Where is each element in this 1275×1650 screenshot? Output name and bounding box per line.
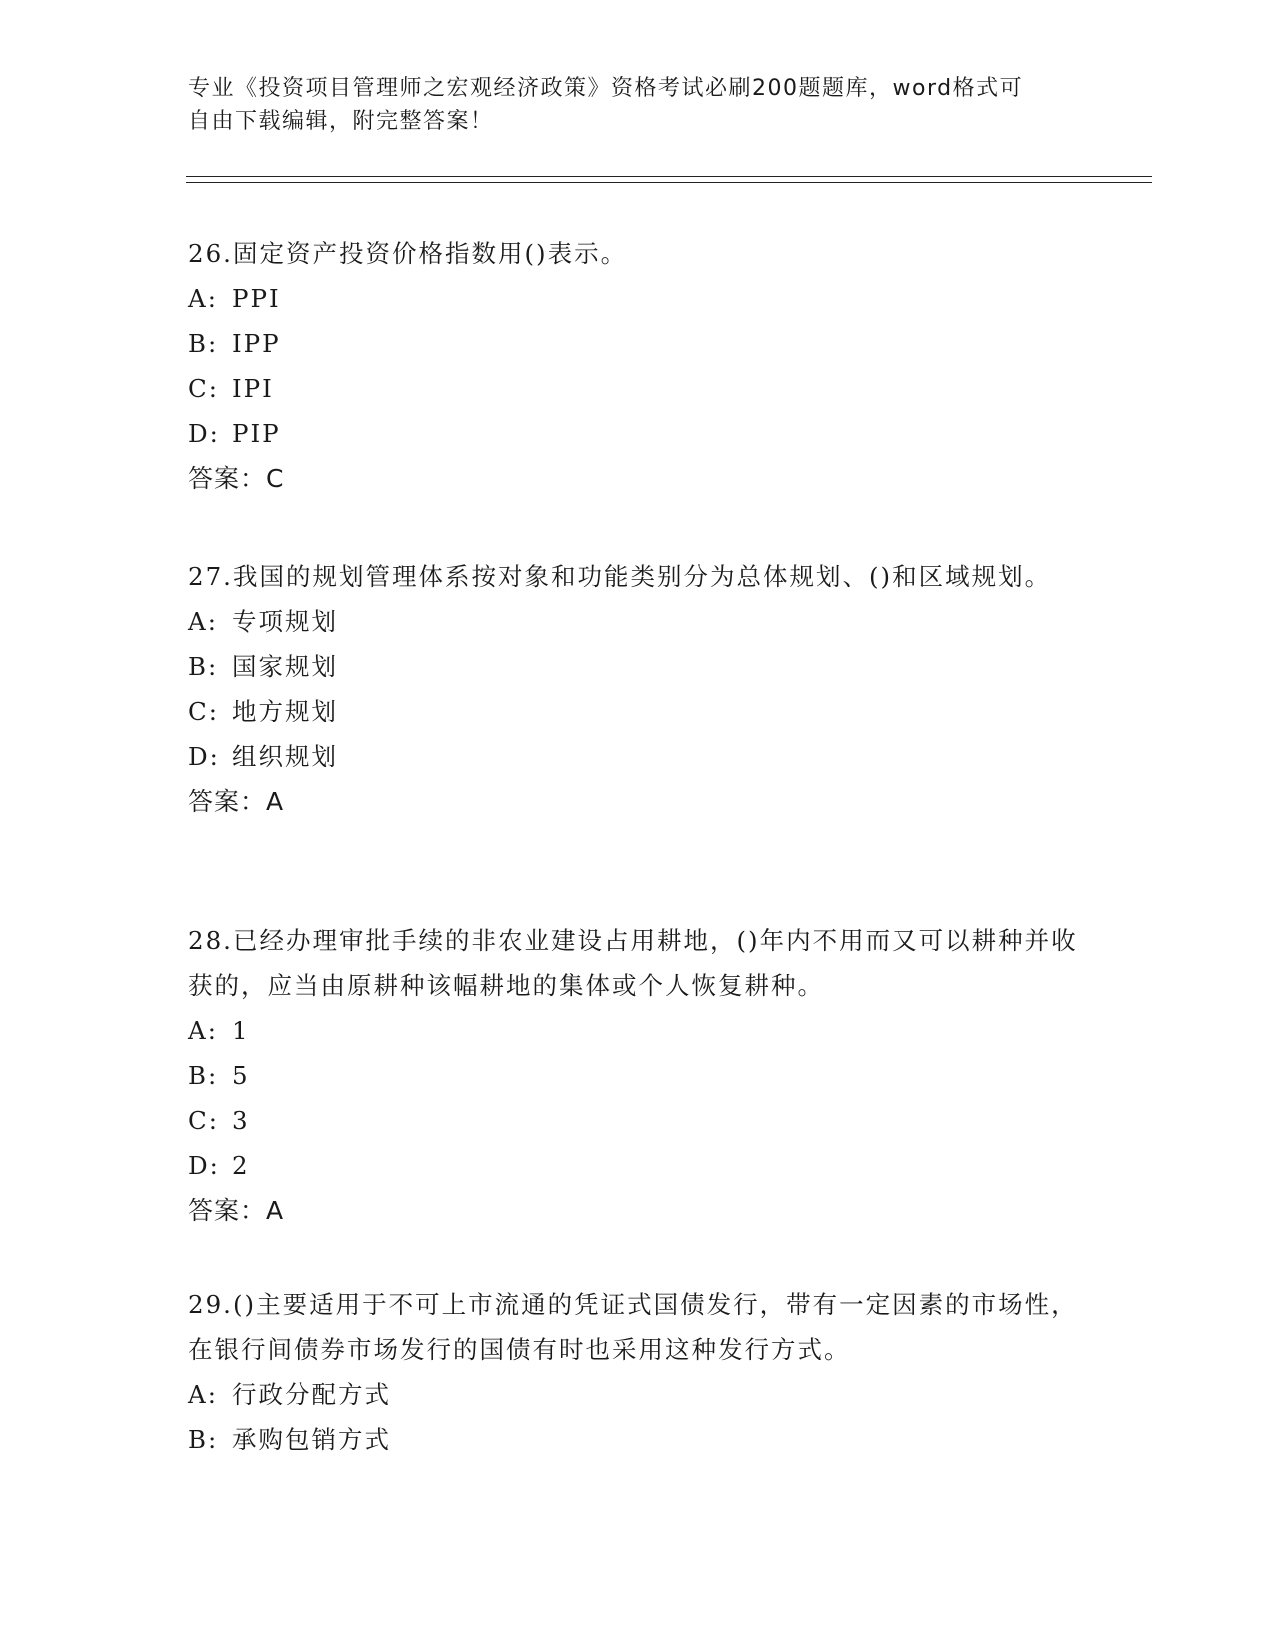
option-key: D: [188,742,220,771]
option-a [188,599,1078,644]
option-key: C: [188,374,220,403]
option-c [188,689,1078,734]
option-text: PPI [232,284,281,313]
option-text: 组织规划 [232,742,338,771]
option-a [188,1008,1078,1053]
option-text: PIP [232,419,281,448]
answer-line: 答案：A [188,787,285,816]
answer-line: 答案：A [188,1196,285,1225]
option-a [188,276,1078,321]
option-key: D: [188,1151,220,1180]
header-divider-bottom [186,182,1152,183]
option-key: C: [188,1106,220,1135]
option-key: A: [188,607,218,636]
option-text: 承购包销方式 [232,1425,391,1454]
question-29 [188,1282,1078,1462]
option-text: 3 [232,1106,250,1135]
question-28 [188,918,1078,1233]
option-text: 1 [232,1016,250,1045]
option-key: A: [188,1016,218,1045]
option-key: B: [188,1425,219,1454]
option-b [188,1053,1078,1098]
question-stem: 26.固定资产投资价格指数用()表示。 [188,239,628,268]
question-stem: 29.()主要适用于不可上市流通的凭证式国债发行，带有一定因素的市场性，在银行间债券市场发行的国债有时也采用这种发行方式。 [188,1290,1078,1364]
option-text: 地方规划 [232,697,338,726]
option-c [188,366,1078,411]
question-26 [188,231,1078,501]
option-d [188,1143,1078,1188]
question-stem: 28.已经办理审批手续的非农业建设占用耕地，()年内不用而又可以耕种并收获的，应当由原耕种该幅耕地的集体或个人恢复耕种。 [188,926,1078,1000]
option-text: 2 [232,1151,250,1180]
option-b [188,644,1078,689]
answer-line: 答案：C [188,464,285,493]
option-text: IPI [232,374,274,403]
option-d [188,734,1078,779]
option-key: B: [188,652,219,681]
option-text: 国家规划 [232,652,338,681]
header-line-2: 自由下载编辑，附完整答案！ [188,109,494,134]
option-d [188,411,1078,456]
option-key: B: [188,329,219,358]
question-27 [188,554,1078,824]
option-b [188,1417,1078,1462]
option-key: D: [188,419,220,448]
option-key: B: [188,1061,219,1090]
option-text: IPP [232,329,281,358]
option-b [188,321,1078,366]
header-line-1: 专业《投资项目管理师之宏观经济政策》资格考试必刷200题题库，word格式可 [188,76,1024,101]
option-key: A: [188,1380,218,1409]
option-c [188,1098,1078,1143]
option-text: 行政分配方式 [232,1380,391,1409]
option-key: C: [188,697,220,726]
option-key: A: [188,284,218,313]
option-a [188,1372,1078,1417]
option-text: 5 [232,1061,250,1090]
header-divider-top [186,176,1152,177]
option-text: 专项规划 [232,607,338,636]
question-stem: 27.我国的规划管理体系按对象和功能类别分为总体规划、()和区域规划。 [188,562,1052,591]
document-header [188,72,1068,138]
